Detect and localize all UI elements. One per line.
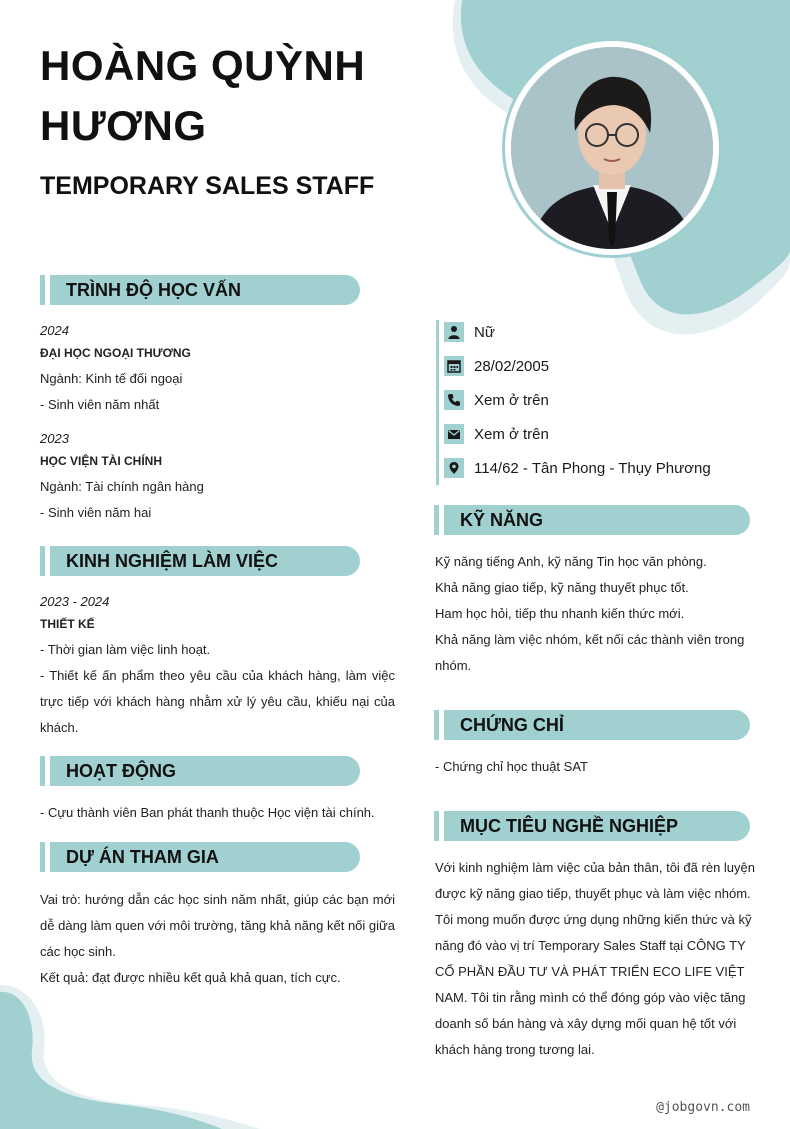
activities-content: [40, 800, 395, 826]
objective-text: Với kinh nghiệm làm việc của bản thân, tôi đã rèn luyện được kỹ năng giao tiếp, thuyết phục và làm việc nhóm. Tôi mong muốn được ứng dụng những kiến thức và kỹ năng đó vào vị trí Temporary Sales Staff tại CÔNG TY CỔ PHẦN ĐẦU TƯ VÀ PHÁT TRIỂN ECO LIFE VIỆT NAM. Tôi tin rằng mình có thể đóng góp vào việc tăng doanh số bán hàng và xây dựng mối quan hệ tốt với khách hàng trong tương lai.: [435, 860, 755, 1057]
location-icon: [444, 458, 464, 478]
info-birthday: [444, 355, 549, 377]
section-projects-title: DỰ ÁN THAM GIA: [50, 842, 360, 872]
info-email: [444, 423, 549, 445]
education-entry: [40, 428, 395, 526]
education-entry: [40, 320, 395, 418]
info-address: [444, 457, 711, 479]
info-phone-text: Xem ở trên: [474, 391, 549, 409]
section-education-title: TRÌNH ĐỘ HỌC VẤN: [50, 275, 360, 305]
project-result: Kết quả: đạt được nhiều kết quả khả quan, tích cực.: [40, 970, 341, 985]
skill-item: Khả năng giao tiếp, kỹ năng thuyết phục tốt.: [435, 580, 689, 595]
objective-content: [435, 855, 755, 1063]
phone-icon: [444, 390, 464, 410]
section-skills-title: KỸ NĂNG: [444, 505, 750, 535]
skills-list: [435, 549, 755, 679]
section-activities-title: HOẠT ĐỘNG: [50, 756, 360, 786]
portrait-illustration: [511, 47, 713, 249]
education-note: - Sinh viên năm hai: [40, 505, 152, 520]
section-objective-title: MỤC TIÊU NGHỀ NGHIỆP: [444, 811, 750, 841]
avatar: [511, 47, 713, 249]
info-gender-text: Nữ: [474, 323, 495, 341]
name-line-2: HƯƠNG: [40, 102, 207, 149]
certificate-item: - Chứng chỉ học thuật SAT: [435, 759, 588, 774]
calendar-icon: [444, 356, 464, 376]
name-line-1: HOÀNG QUỲNH: [40, 42, 366, 89]
education-major: Ngành: Tài chính ngân hàng: [40, 479, 204, 494]
section-certificates-title: CHỨNG CHỈ: [444, 710, 750, 740]
experience-description: - Thiết kế ấn phẩm theo yêu cầu của khách hàng, làm việc trực tiếp với khách hàng nhằm xử lý yêu cầu, khiếu nại của khách.: [40, 668, 395, 735]
experience-role: THIẾT KẾ: [40, 617, 95, 631]
project-role: Vai trò: hướng dẫn các học sinh năm nhất, giúp các bạn mới dễ dàng làm quen với môi trường, tăng khả năng kết nối giữa các học sinh.: [40, 892, 395, 959]
projects-content: [40, 887, 395, 991]
experience-period: 2023 - 2024: [40, 594, 110, 609]
education-major: Ngành: Kinh tế đối ngoại: [40, 371, 183, 386]
education-school: HỌC VIỆN TÀI CHÍNH: [40, 454, 163, 468]
full-name: [40, 36, 480, 156]
skill-item: Ham học hỏi, tiếp thu nhanh kiến thức mới.: [435, 606, 685, 621]
experience-entry: [40, 591, 395, 741]
education-note: - Sinh viên năm nhất: [40, 397, 160, 412]
section-experience-title: KINH NGHIỆM LÀM VIỆC: [50, 546, 360, 576]
education-school: ĐẠI HỌC NGOẠI THƯƠNG: [40, 346, 191, 360]
info-address-text: 114/62 - Tân Phong - Thụy Phương: [474, 459, 711, 477]
mail-icon: [444, 424, 464, 444]
job-title: TEMPORARY SALES STAFF: [40, 172, 375, 200]
info-phone: [444, 389, 549, 411]
skill-item: Khả năng làm việc nhóm, kết nối các thành viên trong nhóm.: [435, 632, 745, 673]
skill-item: Kỹ năng tiếng Anh, kỹ năng Tin học văn phòng.: [435, 554, 707, 569]
info-gender: [444, 321, 495, 343]
info-accent-bar: [436, 320, 439, 485]
education-list: [40, 320, 395, 526]
experience-line: - Thời gian làm việc linh hoạt.: [40, 642, 211, 657]
certificates-content: [435, 754, 755, 780]
education-year: 2023: [40, 431, 69, 446]
info-email-text: Xem ở trên: [474, 425, 549, 443]
person-icon: [444, 322, 464, 342]
watermark: @jobgovn.com: [656, 1100, 750, 1115]
info-birthday-text: 28/02/2005: [474, 357, 550, 375]
education-year: 2024: [40, 323, 69, 338]
activity-item: - Cựu thành viên Ban phát thanh thuộc Học viện tài chính.: [40, 805, 375, 820]
